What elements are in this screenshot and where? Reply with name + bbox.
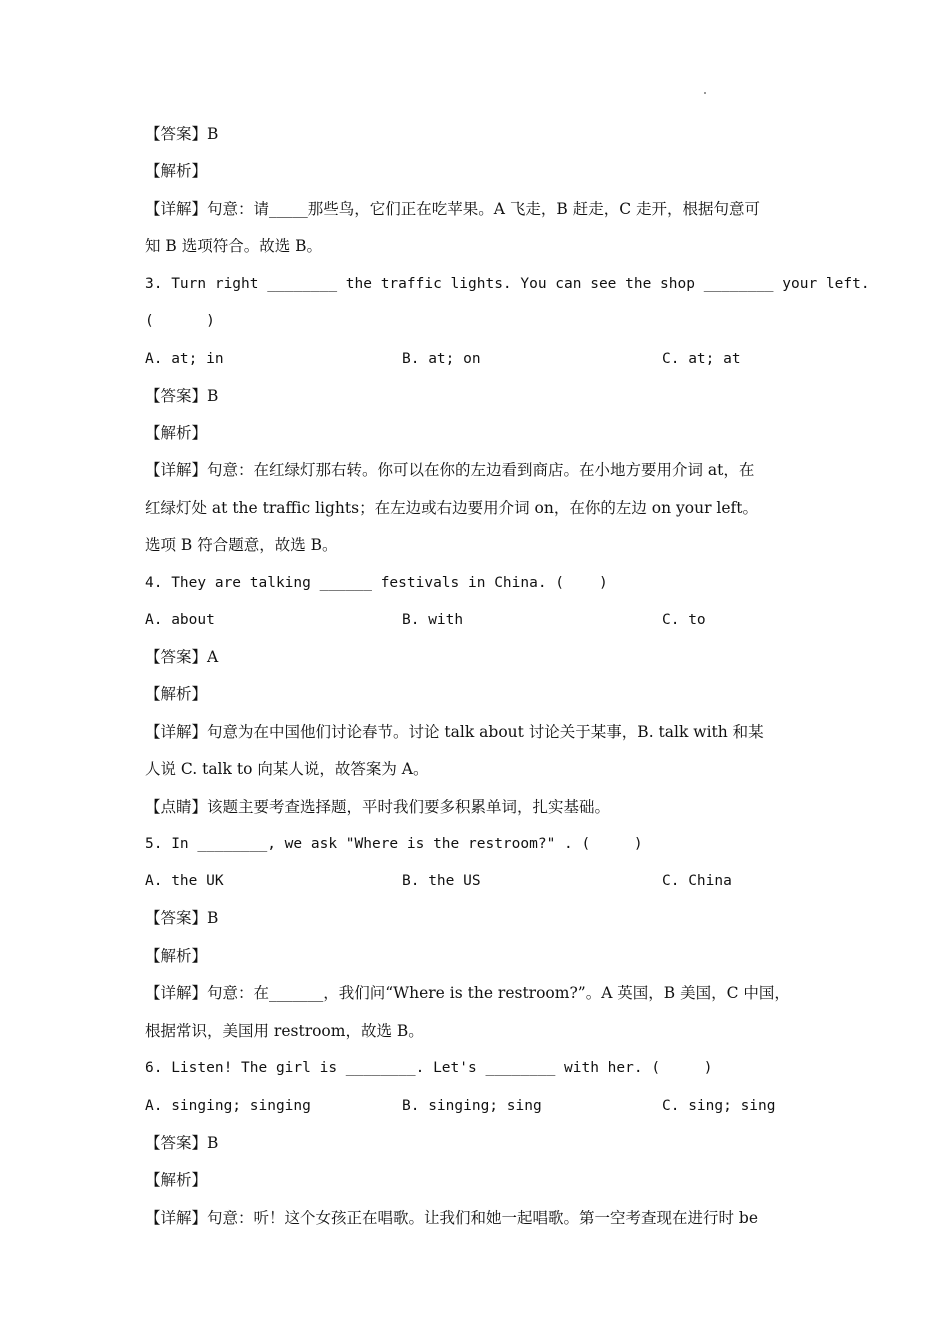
page-mark [704, 92, 706, 94]
analysis-heading: 【解析】 [145, 685, 208, 703]
question-4-text: 4. They are talking ______ festivals in China. ( ) [145, 575, 608, 591]
answer-line: 【答案】B [145, 1134, 219, 1152]
option-b: B. the US [402, 873, 481, 889]
option-c: C. sing; sing [662, 1098, 776, 1114]
answer-line: 【答案】B [145, 125, 219, 143]
explanation-line: 选项 B 符合题意，故选 B。 [145, 536, 338, 554]
option-b: B. with [402, 612, 464, 628]
question-6-text: 6. Listen! The girl is ________. Let's ________ with her. ( ) [145, 1060, 713, 1076]
explanation-line: 【详解】句意：在_______，我们问“Where is the restroom?”。A 英国，B 美国，C 中国， [145, 984, 790, 1002]
question-5-text: 5. In ________, we ask "Where is the restroom?" . ( ) [145, 836, 643, 852]
answer-line: 【答案】B [145, 387, 219, 405]
option-b: B. at; on [402, 351, 481, 367]
explanation-line: 【详解】句意为在中国他们讨论春节。讨论 talk about 讨论关于某事，B. talk with 和某 [145, 723, 764, 741]
answer-line: 【答案】A [145, 648, 219, 666]
option-b: B. singing; sing [402, 1098, 542, 1114]
explanation-line: 人说 C. talk to 向某人说，故答案为 A。 [145, 760, 429, 778]
option-c: C. to [662, 612, 706, 628]
explanation-line: 知 B 选项符合。故选 B。 [145, 237, 323, 255]
option-a: A. singing; singing [145, 1098, 311, 1114]
option-c: C. at; at [662, 351, 741, 367]
analysis-heading: 【解析】 [145, 1171, 208, 1189]
explanation-line: 【详解】句意：听！这个女孩正在唱歌。让我们和她一起唱歌。第一空考查现在进行时 be [145, 1209, 759, 1227]
option-a: A. the UK [145, 873, 224, 889]
analysis-heading: 【解析】 [145, 947, 208, 965]
option-a: A. at; in [145, 351, 224, 367]
explanation-line: 红绿灯处 at the traffic lights；在左边或右边要用介词 on，在你的左边 on your left。 [145, 499, 759, 517]
tip-line: 【点睛】该题主要考查选择题，平时我们要多积累单词，扎实基础。 [145, 798, 611, 816]
explanation-line: 根据常识，美国用 restroom，故选 B。 [145, 1022, 424, 1040]
option-c: C. China [662, 873, 732, 889]
analysis-heading: 【解析】 [145, 424, 208, 442]
explanation-line: 【详解】句意：请_____那些鸟，它们正在吃苹果。A 飞走，B 赶走，C 走开，根据句意可 [145, 200, 760, 218]
answer-line: 【答案】B [145, 909, 219, 927]
question-3-text: 3. Turn right ________ the traffic lights. You can see the shop ________ your left. [145, 276, 870, 292]
option-a: A. about [145, 612, 215, 628]
analysis-heading: 【解析】 [145, 162, 208, 180]
question-3-bracket: ( ) [145, 313, 215, 329]
explanation-line: 【详解】句意：在红绿灯那右转。你可以在你的左边看到商店。在小地方要用介词 at，在 [145, 461, 755, 479]
